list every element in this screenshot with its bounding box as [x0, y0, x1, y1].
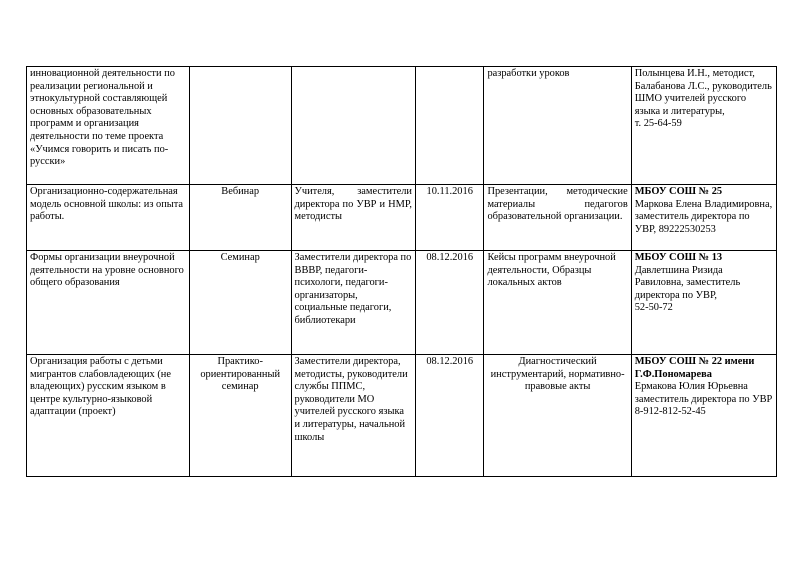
participants-cell: Заместители директора, методисты, руководители службы ППМС, руководители МО учителей русского языка и литературы, начальной школы	[291, 355, 415, 477]
org-name: МБОУ СОШ № 13	[634, 252, 723, 263]
date-cell: 08.12.2016	[415, 251, 483, 355]
events-table	[26, 66, 777, 477]
table-row	[27, 355, 777, 477]
contact-line: Давлетшина Ризида Равиловна, заместитель директора по УВР,	[634, 264, 741, 301]
contact-cell	[631, 251, 776, 355]
materials-cell: Кейсы программ внеурочной деятельности, Образцы локальных актов	[484, 251, 631, 355]
contact-phone: 52-50-72	[634, 302, 673, 314]
materials-cell: Презентации, методические материалы педагогов образовательной организации.	[484, 185, 631, 251]
contact-cell	[631, 355, 776, 477]
topic-cell: Организация работы с детьми мигрантов слабовладеющих (не владеющих) русским языком в центре культурно-языковой адаптации (проект)	[27, 355, 190, 477]
form-cell	[189, 67, 291, 185]
date-cell: 10.11.2016	[415, 185, 483, 251]
contact-line: Ермакова Юлия Юрьевна заместитель директора по УВР	[634, 381, 773, 405]
participants-cell: Учителя, заместители директора по УВР и НМР, методисты	[291, 185, 415, 251]
form-cell: Семинар	[189, 251, 291, 355]
materials-cell: разработки уроков	[484, 67, 631, 185]
contact-cell	[631, 67, 776, 185]
form-cell: Практико-ориентированный семинар	[189, 355, 291, 477]
contact-line: Маркова Елена Владимировна, заместитель директора по УВР, 89222530253	[634, 198, 773, 235]
topic-cell: Формы организации внеурочной деятельности на уровне основного общего образования	[27, 251, 190, 355]
materials-cell: Диагностический инструментарий, нормативно-правовые акты	[484, 355, 631, 477]
participants-cell	[291, 67, 415, 185]
table-row	[27, 185, 777, 251]
form-cell: Вебинар	[189, 185, 291, 251]
table-row	[27, 251, 777, 355]
contact-line: Полынцева И.Н., методист, Балабанова Л.С., руководитель ШМО учителей русского языка и литературы,	[634, 68, 772, 117]
topic-cell: инновационной деятельности по реализации региональной и этнокультурной составляющей основных образовательных программ и организация деятельности по теме проекта «Учимся говорить и писать по-русски»	[27, 67, 190, 185]
date-cell	[415, 67, 483, 185]
contact-phone: т. 25-64-59	[634, 118, 682, 130]
org-name: МБОУ СОШ № 25	[634, 186, 723, 197]
date-cell: 08.12.2016	[415, 355, 483, 477]
table-row	[27, 67, 777, 185]
topic-cell: Организационно-содержательная модель основной школы: из опыта работы.	[27, 185, 190, 251]
contact-phone: 8-912-812-52-45	[634, 406, 706, 418]
participants-cell: Заместители директора по ВВВР, педагоги-психологи, педагоги-организаторы, социальные педагоги, библиотекари	[291, 251, 415, 355]
contact-cell	[631, 185, 776, 251]
org-name: МБОУ СОШ № 22 имени Г.Ф.Пономарева	[634, 356, 755, 380]
